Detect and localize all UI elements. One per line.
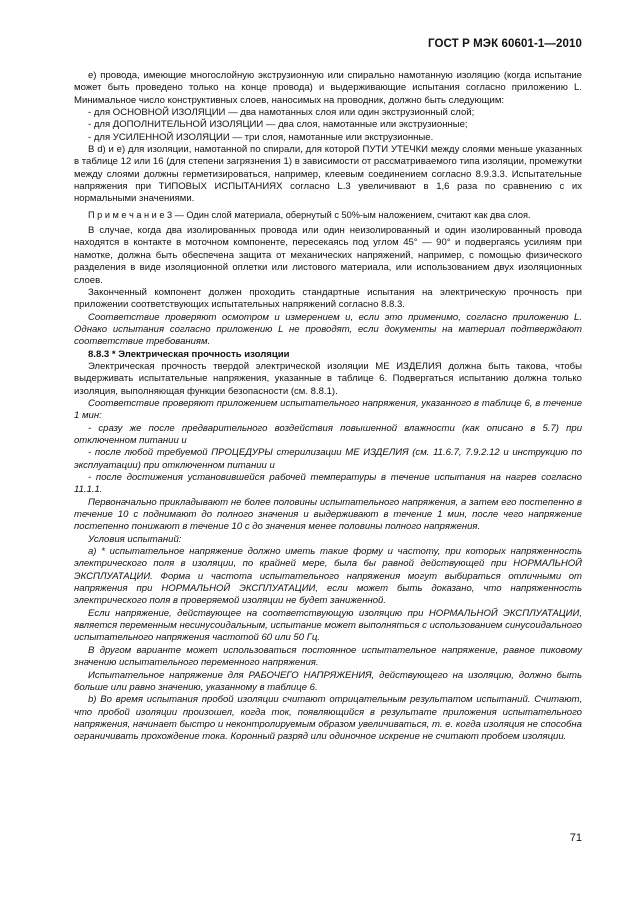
list-item-operating-temperature: - после достижения установившейся рабочей температуры в течение испытания на нагрев согласно 11.1.1. [74,472,582,496]
paragraph-finished-component: Законченный компонент должен проходить стандартные испытания на электрическую прочность при приложении соответствующих испытательных напряжений согласно 8.8.3. [74,286,582,311]
list-item-basic-insulation: - для ОСНОВНОЙ ИЗОЛЯЦИИ — два намотанных слоя или один экструзионный слой; [88,107,475,119]
page-number: 71 [569,832,582,844]
paragraph-dielectric-strength: Электрическая прочность твердой электрической изоляции МЕ ИЗДЕЛИЯ должна быть такова, чтобы выдерживать испытательные напряжения, указанные в таблице 6. Подвергаться испытанию должна только изоляция, выполняющая функции безопасности (см. 8.8.1). [74,360,582,397]
paragraph-voltage-ramp: Первоначально прикладывают не более половины испытательного напряжения, а затем его постепенно в течение 10 с поднимают до полного значения и выдерживают в течение 1 мин, после чего напряжение постепенно понижают в течение 10 с до значения менее половины полного напряжения. [74,496,582,533]
paragraph-working-voltage: Испытательное напряжение для РАБОЧЕГО НАПРЯЖЕНИЯ, действующего на изоляцию, должно быть больше или равно значению, указанному в таблице 6. [74,669,582,693]
note-text: — Один слой материала, обернутый с 50%-ым наложением, считают как два слоя. [172,209,531,220]
paragraph-condition-b: b) Во время испытания пробой изоляции считают отрицательным результатом испытаний. Считают, что пробой изоляции произошел, когда ток, появляющийся в результате приложения испытательного напряжения, начинает быстро и неконтролируемым образом увеличиваться, т. е. когда изоляция не способна ограничивать прохождение тока. Коронный разряд или одиночное искрение не считают пробоем изоляции. [74,694,582,743]
note-label: П р и м е ч а н и е 3 [88,209,173,220]
paragraph-condition-a: а) * испытательное напряжение должно иметь такие форму и частоту, при которых напряженность электрического поля в изоляции, по крайней мере, была бы равной действующей при НОРМАЛЬНОЙ ЭКСПЛУАТАЦИИ. Форма и частота испытательного напряжения могут выбираться отличными от напряжения при НОРМАЛЬНОЙ ЭКСПЛУАТАЦИИ, если может быть доказано, что напряженность электрического поля в проверяемой изоляции не будет заниженной. [74,546,582,607]
document-body [74,70,582,744]
section-heading-8-8-3: 8.8.3 * Электрическая прочность изоляции [88,348,290,360]
paragraph-dc-alternative: В другом варианте может использоваться постоянное испытательное напряжение, равное пиковому значению испытательного переменного напряжения. [74,644,582,669]
list-item-sterilization: - после любой требуемой ПРОЦЕДУРЫ стерилизации МЕ ИЗДЕЛИЯ (см. 11.6.7, 7.9.2.12 и инструкцию по эксплуатации) при отключенном питании и [74,447,582,471]
paragraph-e-wires: e) провода, имеющие многослойную экструзионную или спирально намотанную изоляцию (когда испытание может быть проведено только на конце провода) и выдерживающие испытания согласно приложению L. Минимальное число конструктивных слоев, наносимых на проводник, должно быть следующим: [74,70,582,106]
paragraph-test-conditions: Условия испытаний: [88,533,182,545]
paragraph-compliance-inspection: Соответствие проверяют осмотром и измерением и, если это применимо, согласно приложению L. Однако испытания согласно приложению L не проводят, если документы на материал подтверждают соответствие требованиям. [74,311,582,348]
note-3 [74,209,582,221]
list-item-humidity: - сразу же после предварительного воздействия повышенной влажности (как описано в 5.7) при отключенном питании и [74,422,582,446]
document-header: ГОСТ Р МЭК 60601-1—2010 [428,38,582,50]
list-item-supplementary-insulation: - для ДОПОЛНИТЕЛЬНОЙ ИЗОЛЯЦИИ — два слоя, намотанные или экструзионные; [88,119,468,131]
list-item-reinforced-insulation: - для УСИЛЕННОЙ ИЗОЛЯЦИИ — три слоя, намотанные или экструзионные. [88,131,434,143]
paragraph-spiral-insulation: В d) и e) для изоляции, намотанной по спирали, для которой ПУТИ УТЕЧКИ между слоями меньше указанных в таблице 12 или 16 (для степени загрязнения 1) в зависимости от рассматриваемого типа изоляции, промежутки между слоями должны герметизироваться, например, клеевым соединением согласно 8.9.3.3. Испытательные напряжения при ТИПОВЫХ ИСПЫТАНИЯХ согласно L.3 увеличивают в 1,6 раза по сравнению с их нормальными значениями. [74,144,582,205]
paragraph-nonsinusoidal: Если напряжение, действующее на соответствующую изоляцию при НОРМАЛЬНОЙ ЭКСПЛУАТАЦИИ, является переменным несинусоидальным, испытание может выполняться с использованием синусоидального испытательного напряжения частотой 60 или 50 Гц. [74,607,582,644]
paragraph-wound-component: В случае, когда два изолированных провода или один неизолированный и один изолированный провода находятся в контакте в моточном компоненте, пересекаясь под углом 45° — 90° и подвергаясь усилиям при намотке, должна быть обеспечена защита от механических напряжений, например, с помощью физического разделения в виде изоляционной оплетки или листового материала, или использованием двух изоляционных слоев. [74,225,582,286]
paragraph-compliance-test-voltage: Соответствие проверяют приложением испытательного напряжения, указанного в таблице 6, в течение 1 мин: [74,397,582,422]
